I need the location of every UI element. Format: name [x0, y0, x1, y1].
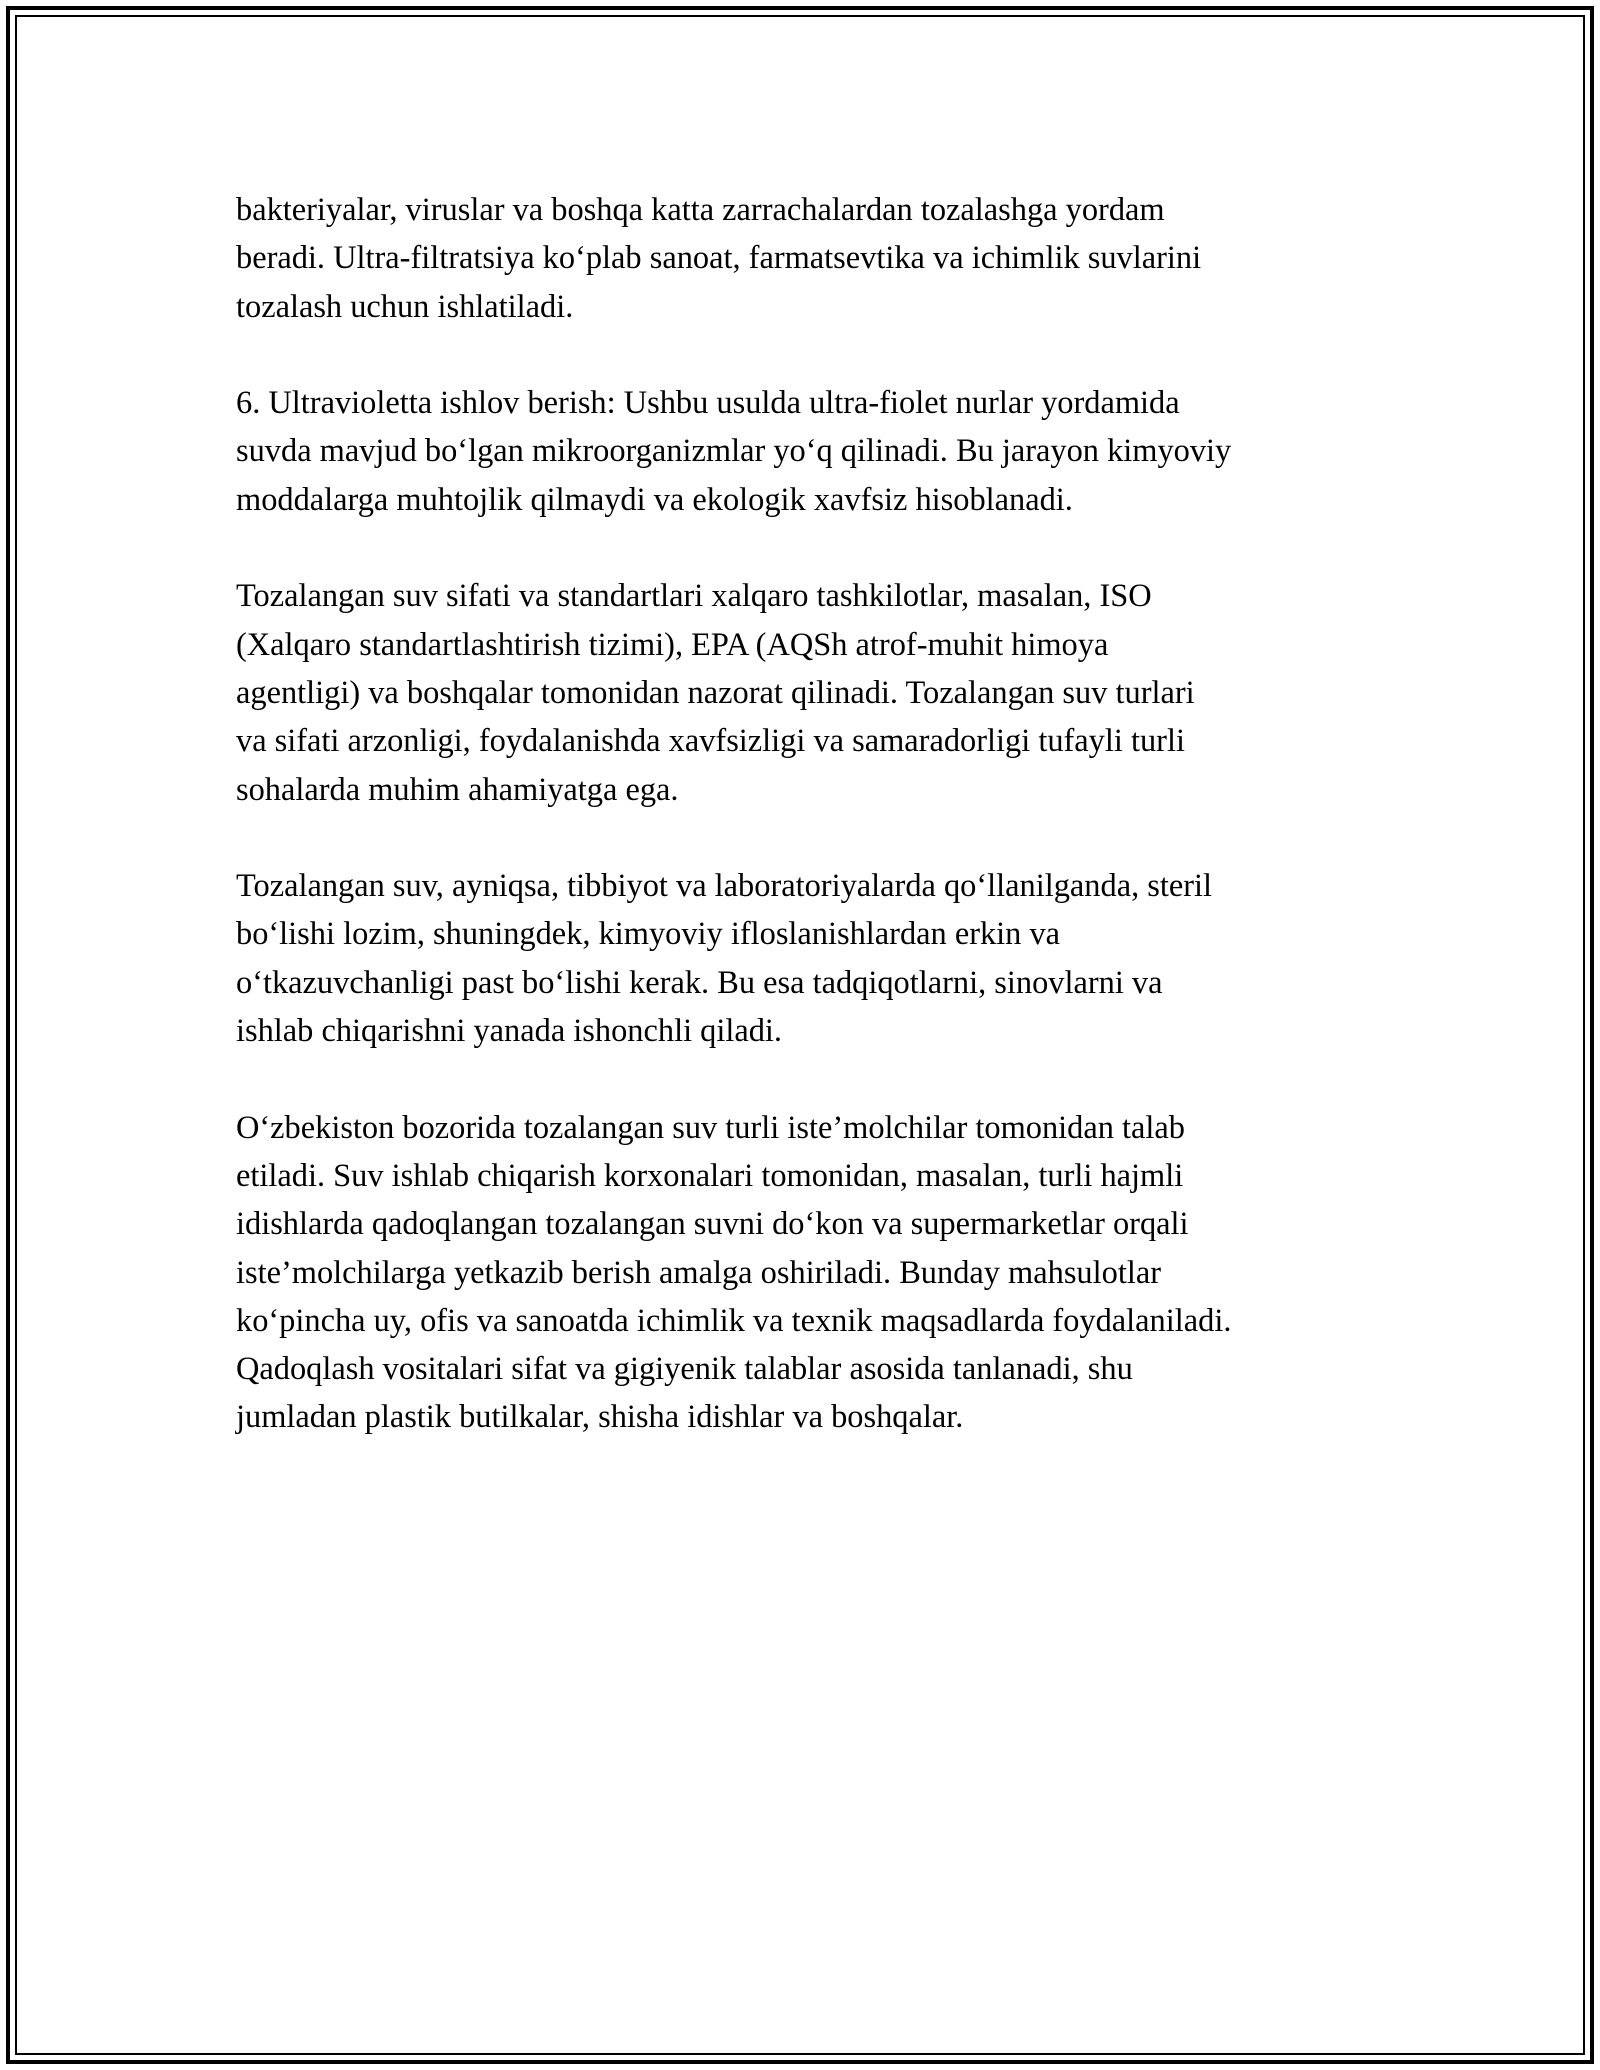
text-line: O‘zbekiston bozorida tozalangan suv turli iste’molchilar tomonidan talab	[236, 1109, 1185, 1146]
text-line: Qadoqlash vositalari sifat va gigiyenik talablar asosida tanlanadi, shu	[236, 1351, 1133, 1388]
text-line: o‘tkazuvchanligi past bo‘lishi kerak. Bu esa tadqiqotlarni, sinovlarni va	[236, 964, 1163, 1001]
text-line: sohalarda muhim ahamiyatga ega.	[236, 771, 679, 808]
text-line: idishlarda qadoqlangan tozalangan suvni do‘kon va supermarketlar orqali	[236, 1206, 1189, 1243]
text-line: 6. Ultravioletta ishlov berish: Ushbu usulda ultra-fiolet nurlar yordamida	[236, 385, 1180, 422]
paragraph-uzbekistan-market	[236, 1104, 1376, 1442]
text-line: Tozalangan suv, ayniqsa, tibbiyot va laboratoriyalarda qo‘llanilganda, steril	[236, 868, 1213, 905]
text-line: agentligi) va boshqalar tomonidan nazorat qilinadi. Tozalangan suv turlari	[236, 674, 1195, 711]
paragraph-quality-standards	[236, 572, 1376, 813]
text-line: ko‘pincha uy, ofis va sanoatda ichimlik va texnik maqsadlarda foydalaniladi.	[236, 1302, 1232, 1339]
text-line: jumladan plastik butilkalar, shisha idishlar va boshqalar.	[236, 1399, 964, 1436]
text-line: moddalarga muhtojlik qilmaydi va ekologik xavfsiz hisoblanadi.	[236, 481, 1073, 518]
text-line: beradi. Ultra-filtratsiya ko‘plab sanoat, farmatsevtika va ichimlik suvlarini	[236, 240, 1202, 277]
paragraph-ultrafiltration-end	[236, 186, 1376, 331]
text-line: bakteriyalar, viruslar va boshqa katta zarrachalardan tozalashga yordam	[236, 192, 1165, 228]
text-line: Tozalangan suv sifati va standartlari xalqaro tashkilotlar, masalan, ISO	[236, 578, 1152, 615]
text-line: va sifati arzonligi, foydalanishda xavfsizligi va samaradorligi tufayli turli	[236, 723, 1185, 760]
text-line: ishlab chiqarishni yanada ishonchli qiladi.	[236, 1013, 783, 1050]
document-body	[236, 186, 1376, 1490]
text-line: (Xalqaro standartlashtirish tizimi), EPA (AQSh atrof-muhit himoya	[236, 626, 1109, 663]
text-line: etiladi. Suv ishlab chiqarish korxonalari tomonidan, masalan, turli hajmli	[236, 1157, 1184, 1194]
paragraph-medical-laboratory-use	[236, 862, 1376, 1055]
text-line: tozalash uchun ishlatiladi.	[236, 288, 574, 325]
text-line: bo‘lishi lozim, shuningdek, kimyoviy ifloslanishlardan erkin va	[236, 916, 1061, 953]
text-line: suvda mavjud bo‘lgan mikroorganizmlar yo‘q qilinadi. Bu jarayon kimyoviy	[236, 433, 1232, 470]
paragraph-ultraviolet-treatment	[236, 379, 1376, 524]
text-line: iste’molchilarga yetkazib berish amalga oshiriladi. Bunday mahsulotlar	[236, 1254, 1161, 1291]
